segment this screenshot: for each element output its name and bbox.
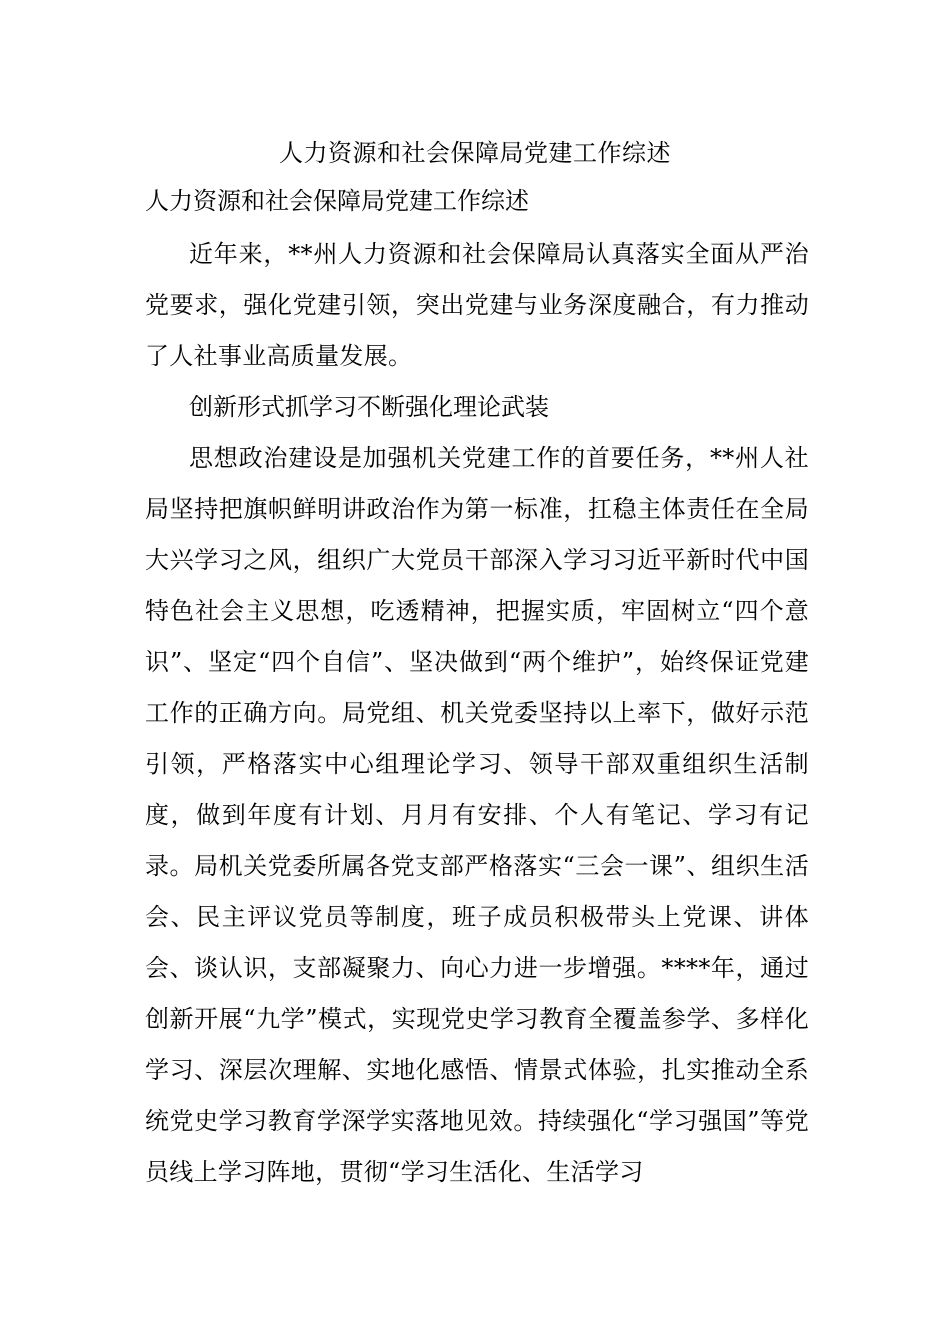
document-body <box>145 181 809 1198</box>
intro-paragraph: 近年来，**州人力资源和社会保障局认真落实全面从严治党要求，强化党建引领，突出党建与业务深度融合，有力推动了人社事业高质量发展。 <box>145 240 809 370</box>
section-heading: 创新形式抓学习不断强化理论武装 <box>189 393 549 421</box>
document-title: 人力资源和社会保障局党建工作综述 <box>279 139 671 167</box>
document-subtitle: 人力资源和社会保障局党建工作综述 <box>145 187 529 215</box>
section-paragraph: 思想政治建设是加强机关党建工作的首要任务，**州人社局坚持把旗帜鲜明讲政治作为第一标准，扛稳主体责任在全局大兴学习之风，组织广大党员干部深入学习习近平新时代中国特色社会主义思想，吃透精神，把握实质，牢固树立“四个意识”、坚定“四个自信”、坚决做到“两个维护”，始终保证党建工作的正确方向。局党组、机关党委坚持以上率下，做好示范引领，严格落实中心组理论学习、领导干部双重组织生活制度，做到年度有计划、月月有安排、个人有笔记、学习有记录。局机关党委所属各党支部严格落实“三会一课”、组织生活会、民主评议党员等制度，班子成员积极带头上党课、讲体会、谈认识，支部凝聚力、向心力进一步增强。****年，通过创新开展“九学”模式，实现党史学习教育全覆盖参学、多样化学习、深层次理解、实地化感悟、情景式体验，扎实推动全系统党史学习教育学深学实落地见效。持续强化“学习强国”等党员线上学习阵地，贯彻“学习生活化、生活学习 <box>145 444 809 1186</box>
